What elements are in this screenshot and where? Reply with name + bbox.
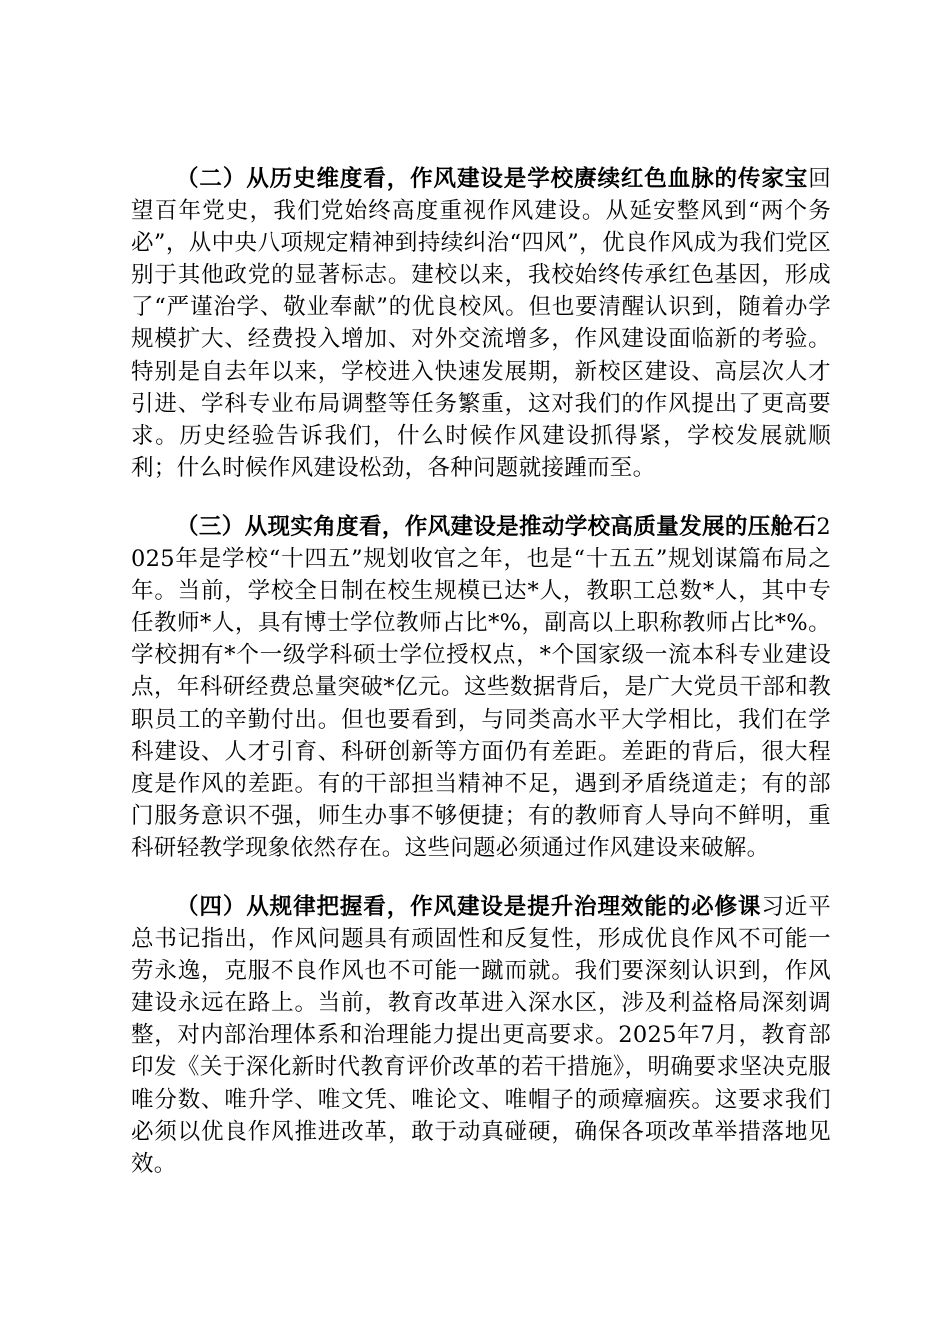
section-2-paragraph xyxy=(131,163,831,484)
section-4-paragraph xyxy=(131,891,831,1180)
section-3-text: 2025年是学校“十四五”规划收官之年，也是“十五五”规划谋篇布局之年。当前，学校全日制在校生规模已达*人，教职工总数*人，其中专任教师*人，具有博士学位教师占比*%，副高以上职称教师占比*%。学校拥有*个一级学科硕士学位授权点，*个国家级一流本科专业建设点，年科研经费总量突破*亿元。这些数据背后，是广大党员干部和教职员工的辛勤付出。但也要看到，与同类高水平大学相比，我们在学科建设、人才引育、科研创新等方面仍有差距。差距的背后，很大程度是作风的差距。有的干部担当精神不足，遇到矛盾绕道走；有的部门服务意识不强，师生办事不够便捷；有的教师育人导向不鲜明，重科研轻教学现象依然存在。这些问题必须通过作风建设来破解。 xyxy=(131,513,831,861)
section-4-heading: （四）从规律把握看，作风建设是提升治理效能的必修课 xyxy=(176,893,762,920)
section-2-heading: （二）从历史维度看，作风建设是学校赓续红色血脉的传家宝 xyxy=(176,166,809,192)
document-body xyxy=(131,163,831,1207)
section-3-paragraph xyxy=(131,511,831,864)
section-4-text: 习近平总书记指出，作风问题具有顽固性和反复性，形成优良作风不可能一劳永逸，克服不良作风也不可能一蹴而就。我们要深刻认识到，作风建设永远在路上。当前，教育改革进入深水区，涉及利益格局深刻调整，对内部治理体系和治理能力提出更高要求。2025年7月，教育部印发《关于深化新时代教育评价改革的若干措施》，明确要求坚决克服唯分数、唯升学、唯文凭、唯论文、唯帽子的顽瘴痼疾。这要求我们必须以优良作风推进改革，敢于动真碰硬，确保各项改革举措落地见效。 xyxy=(131,893,831,1177)
section-3-heading: （三）从现实角度看，作风建设是推动学校高质量发展的压舱石 xyxy=(176,513,817,540)
section-2-text: 回望百年党史，我们党始终高度重视作风建设。从延安整风到“两个务必”，从中央八项规定精神到持续纠治“四风”，优良作风成为我们党区别于其他政党的显著标志。建校以来，我校始终传承红色基因，形成了“严谨治学、敬业奉献”的优良校风。但也要清醒认识到，随着办学规模扩大、经费投入增加、对外交流增多，作风建设面临新的考验。特别是自去年以来，学校进入快速发展期，新校区建设、高层次人才引进、学科专业布局调整等任务繁重，这对我们的作风提出了更高要求。历史经验告诉我们，什么时候作风建设抓得紧，学校发展就顺利；什么时候作风建设松劲，各种问题就接踵而至。 xyxy=(131,166,831,481)
